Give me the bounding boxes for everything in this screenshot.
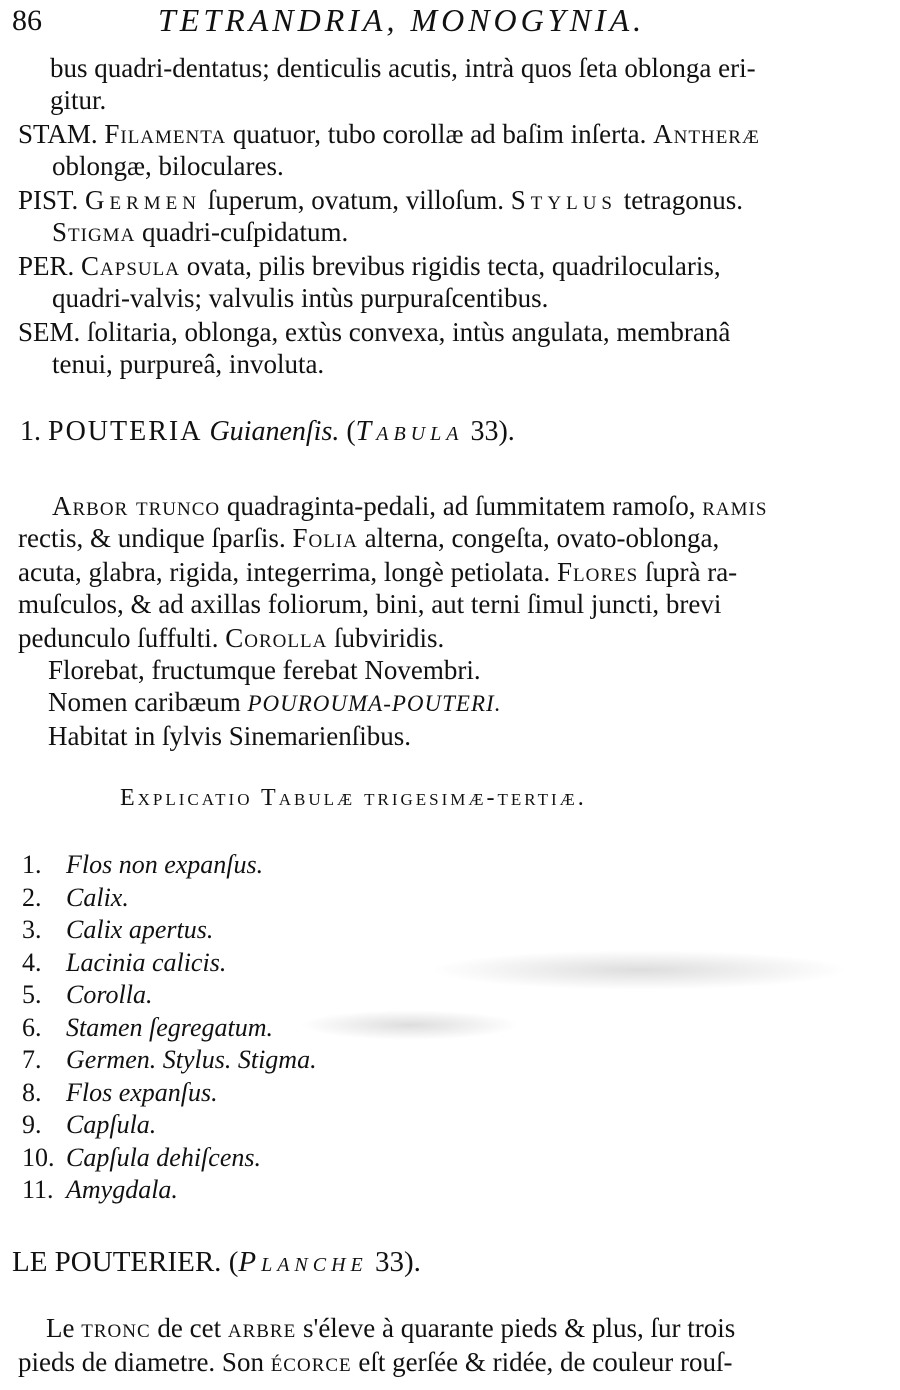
close-paren: ). <box>498 416 515 447</box>
item-number: 6. <box>22 1012 42 1042</box>
open-paren: ( <box>228 1246 239 1278</box>
french-line <box>46 1312 735 1344</box>
pericarp-line-2: quadri-valvis; valvulis intùs purpuraſcentibus. <box>52 283 549 313</box>
explicatio-item <box>22 1175 178 1205</box>
tronc-term: tronc <box>81 1313 151 1343</box>
corolla-term: Corolla <box>225 623 328 653</box>
explicatio-item <box>22 850 263 880</box>
flowering-line: Florebat, fructumque ferebat Novembri. <box>48 655 481 685</box>
open-paren: ( <box>346 416 356 447</box>
planche-label: Planche <box>238 1246 368 1278</box>
planche-number: 33 <box>375 1246 405 1278</box>
capsula-term: Capsula <box>81 251 180 281</box>
species-heading <box>20 416 515 448</box>
item-text: Germen. Stylus. Stigma. <box>66 1045 317 1074</box>
stigma-text: quadri-cuſpidatum. <box>135 217 349 247</box>
flores-term: Flores <box>557 557 639 587</box>
close-paren: ). <box>404 1246 421 1278</box>
item-number: 11. <box>22 1175 54 1204</box>
print-smudge <box>300 1010 520 1040</box>
semen-line-2: tenui, purpureâ, involuta. <box>52 349 325 379</box>
stamina-line-2: oblongæ, biloculares. <box>52 151 284 181</box>
explicatio-item <box>22 1143 261 1173</box>
folia-term: Folia <box>292 523 358 553</box>
french-title: LE POUTERIER. <box>12 1246 222 1278</box>
ramis-term: ramis <box>702 491 768 521</box>
page-number: 86 <box>12 4 42 37</box>
semen-line <box>18 316 730 348</box>
body-text: rectis, & undique ſparſis. <box>18 523 293 553</box>
french-text: s'éleve à quarante pieds & plus, ſur trois <box>296 1313 736 1343</box>
item-number: 10. <box>22 1142 55 1172</box>
item-text: Corolla. <box>66 980 153 1009</box>
species-epithet: Guianenſis. <box>209 416 340 447</box>
item-text: Capſula dehiſcens. <box>66 1142 261 1172</box>
per-label: PER. <box>18 251 75 281</box>
item-text: Capſula. <box>66 1110 157 1139</box>
item-number: 4. <box>22 947 42 977</box>
item-text: Stamen ſegregatum. <box>66 1012 273 1042</box>
item-text: Amygdala. <box>66 1175 178 1204</box>
item-number: 1. <box>22 850 42 879</box>
stam-label: STAM. <box>18 119 98 149</box>
item-number: 9. <box>22 1110 42 1139</box>
body-line <box>18 522 719 554</box>
item-number: 8. <box>22 1077 42 1107</box>
caribbean-name: POUROUMA-POUTERI. <box>247 691 502 716</box>
explicatio-item <box>22 883 129 913</box>
stamina-line <box>18 118 760 150</box>
running-title: TETRANDRIA, MONOGYNIA. <box>158 2 646 38</box>
genus-name: POUTERIA <box>48 416 203 447</box>
body-text: pedunculo ſuffulti. <box>18 623 226 653</box>
explicatio-title: Explicatio Tabulæ trigesimæ-tertiæ. <box>120 785 587 811</box>
body-line <box>52 490 767 522</box>
print-smudge <box>430 950 850 990</box>
pist-text: ſuperum, ovatum, villoſum. <box>201 185 511 215</box>
sem-text: ſolitaria, oblonga, extùs convexa, intùs angulata, membranâ <box>80 317 731 347</box>
french-text: de cet <box>150 1313 228 1343</box>
description-line: bus quadri-dentatus; denticulis acutis, intrà quos ſeta oblonga eri- <box>50 53 756 83</box>
per-text: ovata, pilis brevibus rigidis tecta, quadrilocularis, <box>179 251 721 281</box>
body-line <box>18 622 444 654</box>
explicatio-item <box>22 1110 156 1140</box>
description-line: gitur. <box>50 85 107 115</box>
tabula-label: Tabula <box>355 416 464 447</box>
french-heading <box>12 1246 421 1278</box>
body-line <box>18 556 737 588</box>
species-number: 1. <box>20 416 41 447</box>
french-text: pieds de diametre. Son <box>18 1347 271 1377</box>
caribbean-name-line <box>48 686 501 720</box>
stam-text: quatuor, tubo corollæ ad baſim inſerta. <box>226 119 654 149</box>
item-text: Flos expanſus. <box>66 1077 218 1107</box>
explicatio-item <box>22 915 213 945</box>
body-text: ſuprà ra- <box>638 557 738 587</box>
pistil-line-2 <box>52 216 348 248</box>
french-text: Le <box>46 1313 82 1343</box>
explicatio-item <box>22 1078 218 1108</box>
french-line <box>18 1346 732 1378</box>
item-text: Calix. <box>66 882 129 912</box>
item-number: 7. <box>22 1045 42 1074</box>
pist-text-2: tetragonus. <box>617 185 743 215</box>
pist-label: PIST. <box>18 185 79 215</box>
pericarp-line <box>18 250 721 282</box>
pistil-line <box>18 184 743 216</box>
arbre-term: arbre <box>227 1313 297 1343</box>
item-text: Calix apertus. <box>66 915 214 944</box>
item-number: 5. <box>22 980 42 1009</box>
stylus-term: Stylus <box>510 185 617 215</box>
item-number: 2. <box>22 882 42 912</box>
antherae-term: Antheræ <box>653 119 760 149</box>
explicatio-item <box>22 980 152 1010</box>
body-line: muſculos, & ad axillas foliorum, bini, aut terni ſimul juncti, brevi <box>18 589 722 619</box>
stigma-term: Stigma <box>52 217 136 247</box>
body-text: ſubviridis. <box>327 623 445 653</box>
ecorce-term: écorce <box>270 1347 352 1377</box>
habitat-line: Habitat in ſylvis Sinemarienſibus. <box>48 721 411 751</box>
item-text: Flos non expanſus. <box>66 850 264 879</box>
germen-term: Germen <box>85 185 202 215</box>
body-text: acuta, glabra, rigida, integerrima, longè petiolata. <box>18 557 558 587</box>
item-number: 3. <box>22 915 42 944</box>
tabula-number: 33 <box>470 416 499 447</box>
french-text: eſt gerſée & ridée, de couleur rouſ- <box>351 1347 733 1377</box>
item-text: Lacinia calicis. <box>66 947 227 977</box>
body-text: alterna, congeſta, ovato-oblonga, <box>357 523 720 553</box>
arbor-term: Arbor trunco <box>52 491 221 521</box>
explicatio-item <box>22 948 226 978</box>
sem-label: SEM. <box>18 317 81 347</box>
body-text: quadraginta-pedali, ad ſummitatem ramoſo, <box>220 491 703 521</box>
explicatio-item <box>22 1013 273 1043</box>
explicatio-item <box>22 1045 317 1075</box>
filamenta-term: Filamenta <box>104 119 227 149</box>
body-text: Nomen caribæum <box>48 687 248 717</box>
